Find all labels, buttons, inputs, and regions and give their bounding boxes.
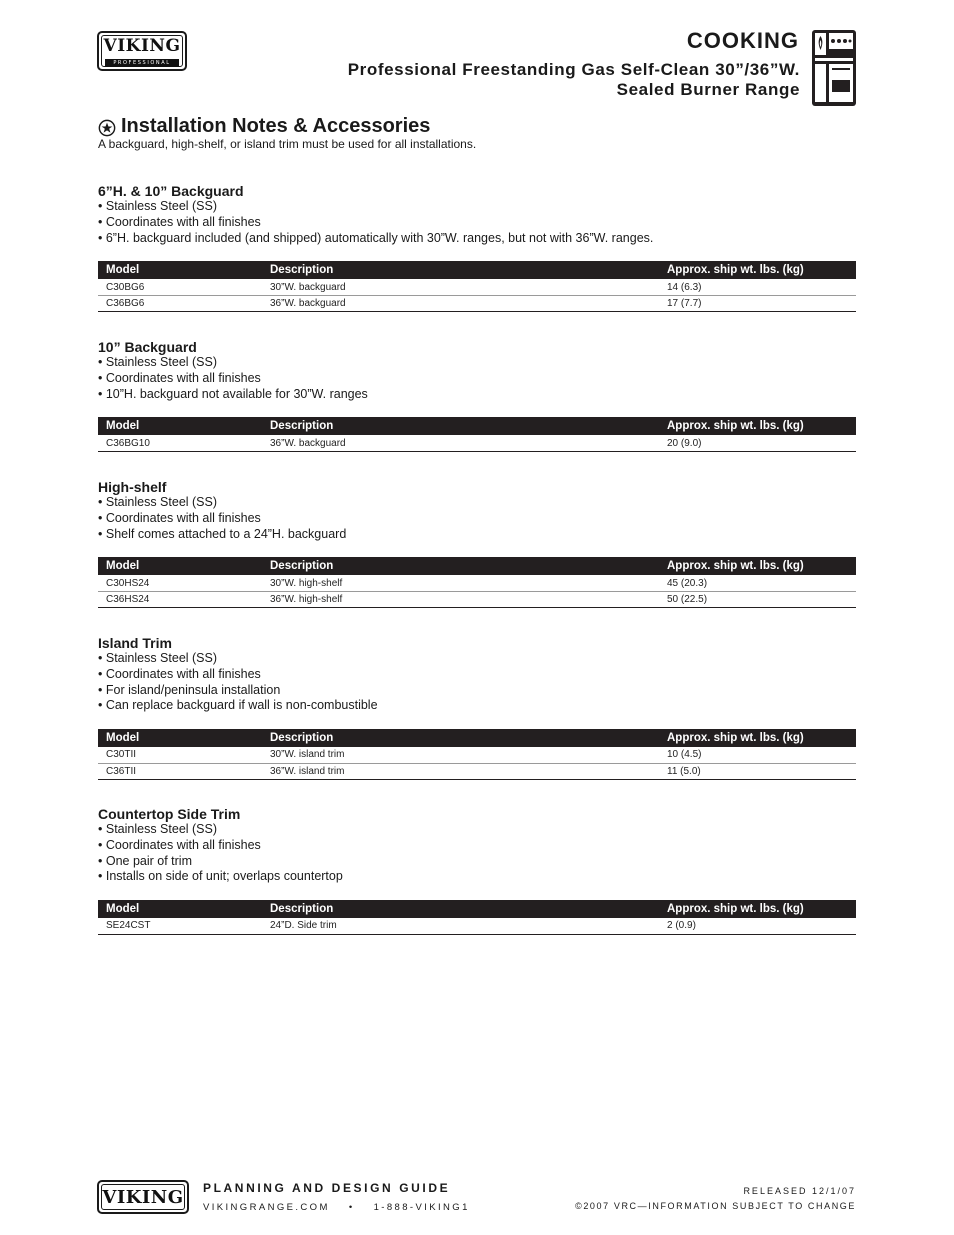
bullet-item: • One pair of trim <box>98 854 856 870</box>
cell-model: SE24CST <box>98 918 262 934</box>
bullet-item: • Installs on side of unit; overlaps countertop <box>98 869 856 885</box>
logo-wordmark: VIKING <box>102 1187 184 1208</box>
section-title: Countertop Side Trim <box>98 806 241 822</box>
table-header-row <box>98 900 856 918</box>
bullet-item: • Coordinates with all finishes <box>98 667 856 683</box>
footer-website: VIKINGRANGE.COM <box>203 1202 330 1213</box>
bullet-item: • Coordinates with all finishes <box>98 371 856 387</box>
table-row <box>98 279 856 295</box>
cell-weight: 50 (22.5) <box>659 591 856 607</box>
table-row <box>98 747 856 763</box>
table-row <box>98 435 856 451</box>
bullet-item: • For island/peninsula installation <box>98 683 856 699</box>
table-row <box>98 591 856 607</box>
section-title: 6”H. & 10” Backguard <box>98 183 244 199</box>
table-header-row <box>98 557 856 575</box>
section-countertop-side-trim <box>98 806 856 935</box>
header-weight: Approx. ship wt. lbs. (kg) <box>659 261 856 279</box>
category-title: COOKING <box>686 28 799 53</box>
header-weight: Approx. ship wt. lbs. (kg) <box>659 900 856 918</box>
cell-description: 30”W. backguard <box>262 279 659 295</box>
cell-model: C36BG6 <box>98 295 262 311</box>
bullet-item: • 6”H. backguard included (and shipped) automatically with 30”W. ranges, but not with 36”W. ranges. <box>98 231 856 247</box>
cell-weight: 20 (9.0) <box>659 435 856 451</box>
bullet-item: • Stainless Steel (SS) <box>98 822 856 838</box>
footer-guide-title: PLANNING AND DESIGN GUIDE <box>203 1181 451 1195</box>
subtitle-line-2: Sealed Burner Range <box>616 80 800 99</box>
header-weight: Approx. ship wt. lbs. (kg) <box>659 729 856 747</box>
footer-phone: 1-888-VIKING1 <box>373 1202 470 1213</box>
bullet-list <box>98 199 856 246</box>
cell-description: 36”W. island trim <box>262 763 659 779</box>
accessory-table <box>98 417 856 452</box>
header-description: Description <box>262 417 659 435</box>
subtitle-line-1: Professional Freestanding Gas Self-Clean 30”/36”W. <box>347 60 800 79</box>
table-header-row <box>98 729 856 747</box>
bullet-item: • 10”H. backguard not available for 30”W. ranges <box>98 387 856 403</box>
viking-logo <box>97 31 187 71</box>
cell-model: C36TII <box>98 763 262 779</box>
section-high-shelf <box>98 479 856 608</box>
footer-separator: • <box>348 1202 355 1213</box>
section-6h-10-backguard <box>98 183 856 312</box>
cell-description: 24”D. Side trim <box>262 918 659 934</box>
bullet-item: • Coordinates with all finishes <box>98 511 856 527</box>
cell-weight: 10 (4.5) <box>659 747 856 763</box>
section-title: Island Trim <box>98 635 172 651</box>
cell-model: C36HS24 <box>98 591 262 607</box>
section-title: 10” Backguard <box>98 339 197 355</box>
header-model: Model <box>98 261 262 279</box>
table-header-row <box>98 261 856 279</box>
header-model: Model <box>98 729 262 747</box>
section-10-backguard <box>98 339 856 452</box>
header-model: Model <box>98 417 262 435</box>
star-icon <box>98 119 116 137</box>
cell-model: C36BG10 <box>98 435 262 451</box>
section-heading <box>98 115 430 138</box>
bullet-item: • Stainless Steel (SS) <box>98 495 856 511</box>
cell-description: 36”W. high-shelf <box>262 591 659 607</box>
accessory-table <box>98 900 856 935</box>
table-row <box>98 763 856 779</box>
cell-description: 30”W. island trim <box>262 747 659 763</box>
cell-weight: 14 (6.3) <box>659 279 856 295</box>
accessory-table <box>98 729 856 780</box>
table-header-row <box>98 417 856 435</box>
bullet-list <box>98 355 856 402</box>
bullet-item: • Coordinates with all finishes <box>98 215 856 231</box>
header-description: Description <box>262 729 659 747</box>
table-row <box>98 295 856 311</box>
bullet-item: • Coordinates with all finishes <box>98 838 856 854</box>
logo-subtext: PROFESSIONAL <box>105 59 179 67</box>
bullet-list <box>98 651 856 714</box>
section-title: High-shelf <box>98 479 167 495</box>
cell-model: C30HS24 <box>98 575 262 591</box>
header-weight: Approx. ship wt. lbs. (kg) <box>659 417 856 435</box>
accessory-table <box>98 261 856 312</box>
range-icon <box>812 30 856 106</box>
cell-model: C30BG6 <box>98 279 262 295</box>
bullet-item: • Stainless Steel (SS) <box>98 651 856 667</box>
cell-description: 36”W. backguard <box>262 295 659 311</box>
logo-wordmark: VIKING <box>103 36 181 56</box>
cell-weight: 17 (7.7) <box>659 295 856 311</box>
header-description: Description <box>262 900 659 918</box>
accessory-table <box>98 557 856 608</box>
header-description: Description <box>262 261 659 279</box>
header-description: Description <box>262 557 659 575</box>
table-row <box>98 575 856 591</box>
page-title: Installation Notes & Accessories <box>121 115 431 137</box>
cell-weight: 2 (0.9) <box>659 918 856 934</box>
product-subtitle <box>240 60 800 100</box>
header-model: Model <box>98 900 262 918</box>
bullet-item: • Stainless Steel (SS) <box>98 355 856 371</box>
bullet-item: • Stainless Steel (SS) <box>98 199 856 215</box>
footer-contact <box>203 1202 470 1213</box>
footer-viking-logo <box>97 1180 189 1214</box>
bullet-item: • Can replace backguard if wall is non-combustible <box>98 698 856 714</box>
cell-weight: 11 (5.0) <box>659 763 856 779</box>
table-row <box>98 918 856 934</box>
bullet-list <box>98 822 856 885</box>
header-model: Model <box>98 557 262 575</box>
cell-description: 30”W. high-shelf <box>262 575 659 591</box>
cell-weight: 45 (20.3) <box>659 575 856 591</box>
cell-model: C30TII <box>98 747 262 763</box>
bullet-list <box>98 495 856 542</box>
header-weight: Approx. ship wt. lbs. (kg) <box>659 557 856 575</box>
footer-release-date: RELEASED 12/1/07 <box>743 1186 856 1196</box>
section-island-trim <box>98 635 856 780</box>
intro-text: A backguard, high-shelf, or island trim must be used for all installations. <box>98 137 477 151</box>
cell-description: 36”W. backguard <box>262 435 659 451</box>
footer-copyright: ©2007 VRC—INFORMATION SUBJECT TO CHANGE <box>575 1201 856 1211</box>
bullet-item: • Shelf comes attached to a 24”H. backguard <box>98 527 856 543</box>
